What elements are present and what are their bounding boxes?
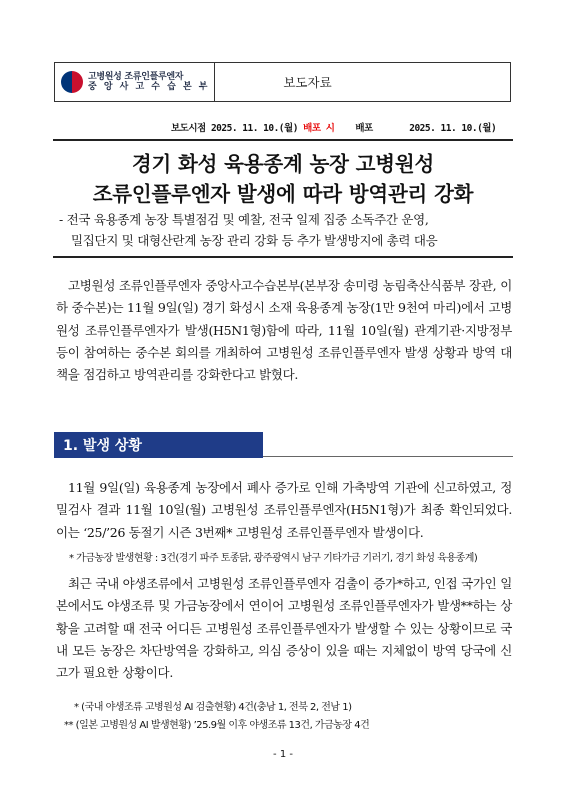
section-heading: 1. 발생 상황 xyxy=(54,432,263,458)
org-name-line2: 중 앙 사 고 수 습 본 부 xyxy=(88,82,210,92)
occurrence-paragraph xyxy=(56,477,512,544)
press-release-label: 보도자료 xyxy=(283,75,332,90)
org-name-line1: 고병원성 조류인플루엔자 xyxy=(88,71,184,82)
situation-paragraph xyxy=(56,573,512,684)
subheadline-line1: - 전국 육용종계 농장 특별점검 및 예찰, 전국 일제 집중 소독주간 운영, xyxy=(59,212,429,227)
section-divider xyxy=(263,456,513,457)
footnote-farm-status: * 가금농장 발생현황 : 3건(경기 파주 토종닭, 광주광역시 남구 기타가금 기러기, 경기 화성 육용종계) xyxy=(69,553,478,564)
footnote-domestic-wildbird: * (국내 야생조류 고병원성 AI 검출현황) 4건(충남 1, 전북 2, 전남 1) xyxy=(74,702,352,713)
footnote-japan-status: ** (일본 고병원성 AI 발생현황) ’25.9월 이후 야생조류 13건, 가금농장 4건 xyxy=(64,720,370,731)
embargo-label: 보도시점 xyxy=(171,123,206,134)
release-time-red: 배포 시 xyxy=(303,123,335,134)
headline-box xyxy=(53,139,513,258)
org-logo xyxy=(55,63,215,101)
press-header xyxy=(54,62,511,102)
occurrence-text: 11월 9일(일) 육용종계 농장에서 폐사 증가로 인해 가축방역 기관에 신고하였고, 정밀검사 결과 11월 10일(월) 고병원성 조류인플루엔자(H5N1형)가 최종 확인되었다. 이는 ‘25/’26 동절기 시즌 3번째* 고병원성 조류인플루엔자 발생이다. xyxy=(56,480,512,540)
embargo-line xyxy=(171,120,511,134)
situation-text: 최근 국내 야생조류에서 고병원성 조류인플루엔자 검출이 증가*하고, 인접 국가인 일본에서도 야생조류 및 가금농장에서 연이어 고병원성 조류인플루엔자가 발생**하는 상황을 고려할 때 전국 어디든 고병원성 조류인플루엔자가 발생할 수 있는 상황이므로 국내 모든 농장은 차단방역을 강화하고, 의심 증상이 있을 때는 지체없이 방역 당국에 신고가 필요한 상황이다. xyxy=(56,576,512,681)
release-label: 배포 xyxy=(355,123,373,134)
release-date: 2025. 11. 10.(월) xyxy=(409,123,497,134)
headline-line2: 조류인플루엔자 발생에 따라 방역관리 강화 xyxy=(92,182,474,206)
headline-line1: 경기 화성 육용종계 농장 고병원성 xyxy=(131,152,435,176)
taegeuk-logo-icon xyxy=(61,71,83,93)
subheadline-line2: 밀집단지 및 대형산란계 농장 관리 강화 등 추가 발생방지에 총력 대응 xyxy=(71,233,438,248)
intro-paragraph xyxy=(56,275,512,386)
page-number: - 1 - xyxy=(273,749,293,760)
embargo-date: 2025. 11. 10.(월) xyxy=(210,123,298,134)
intro-text: 고병원성 조류인플루엔자 중앙사고수습본부(본부장 송미령 농림축산식품부 장관, 이하 중수본)는 11월 9일(일) 경기 화성시 소재 육용종계 농장(1만 9천여 마리)에서 고병원성 조류인플루엔자가 발생(H5N1형)함에 따라, 11월 10일(월) 관계기관·지방정부 등이 참여하는 중수본 회의를 개최하여 고병원성 조류인플루엔자 발생 상황과 방역 대책을 점검하고 방역관리를 강화한다고 밝혔다. xyxy=(56,278,512,383)
